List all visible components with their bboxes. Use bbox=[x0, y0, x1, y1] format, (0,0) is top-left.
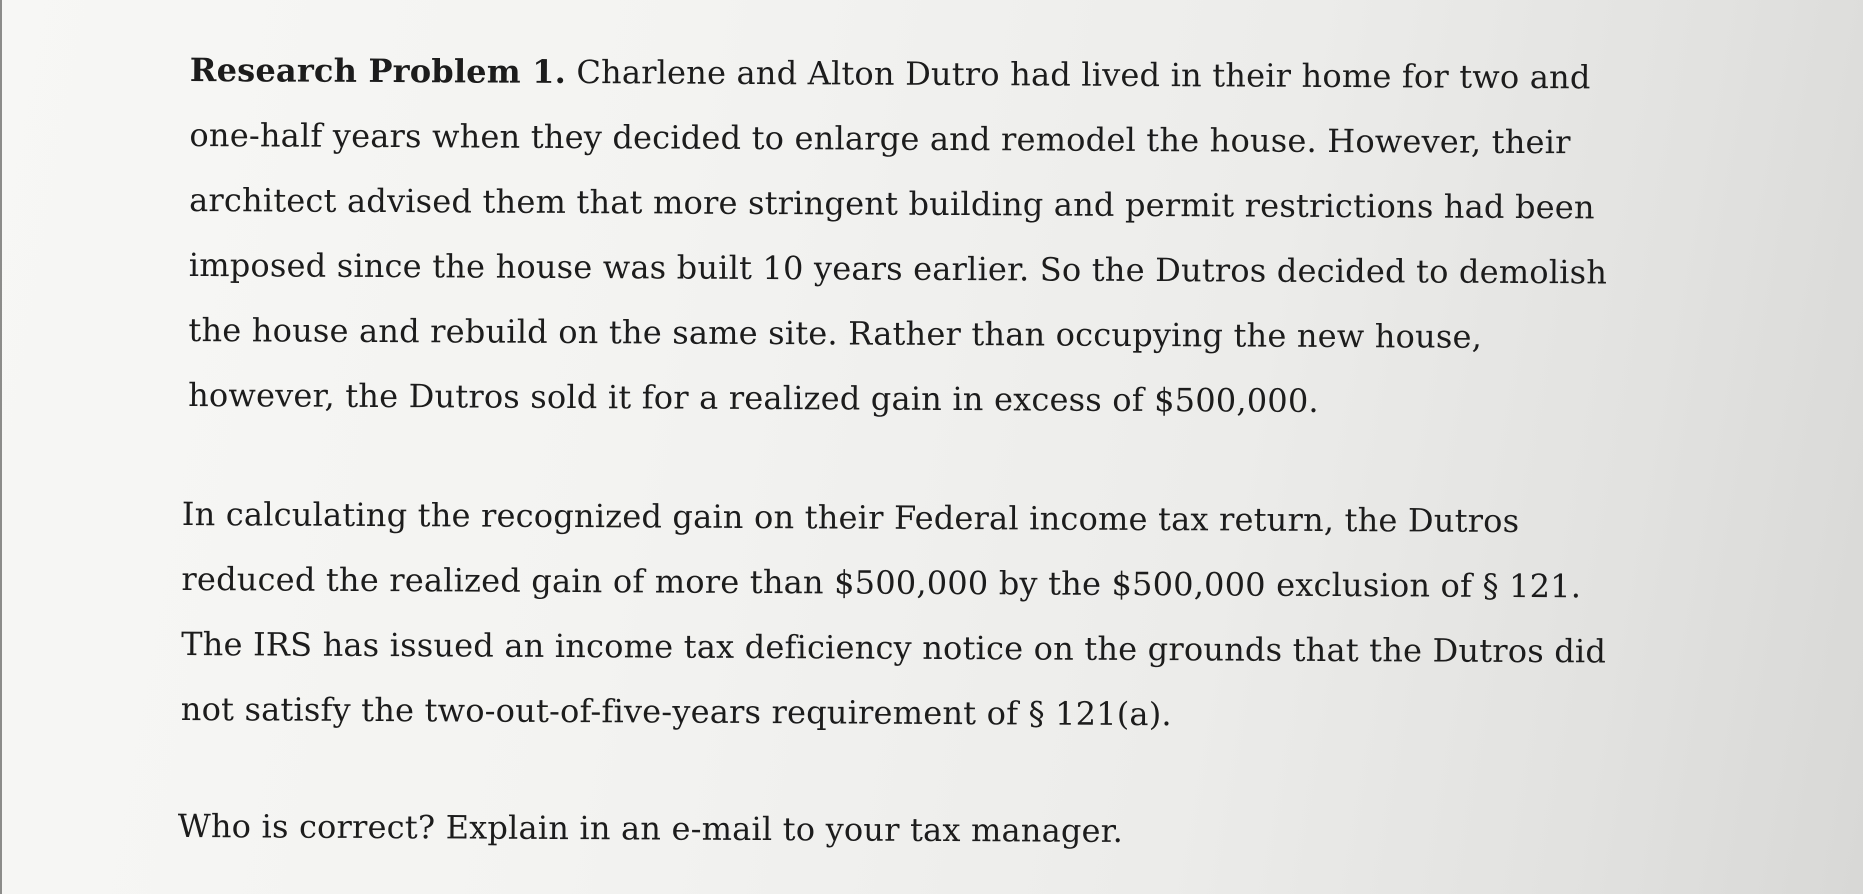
problem-heading: Research Problem 1. bbox=[189, 50, 567, 91]
problem-paragraph bbox=[188, 38, 1640, 436]
problem-intro-text: Charlene and Alton Dutro had lived in their home for two and one-half years when they decided to enlarge and remodel the house. However, their architect advised them that more stringent building and permit restrictions had been imposed since the house was built 10 years earlier. So the Dutros decided to demolish the house and rebuild on the same site. Rather than occupying the new house, however, the Dutros sold it for a realized gain in excess of $500,000. bbox=[188, 52, 1608, 420]
screen-edge bbox=[0, 0, 2, 894]
problem-details-paragraph: In calculating the recognized gain on their Federal income tax return, the Dutros reduced the realized gain of more than $500,000 by the $500,000 exclusion of § 121. The IRS has issued an income tax deficiency notice on the grounds that the Dutros did not satisfy the two-out-of-five-years requirement of § 121(a). bbox=[180, 494, 1607, 734]
problem-question: Who is correct? Explain in an e-mail to your tax manager. bbox=[177, 806, 1124, 850]
document-page bbox=[177, 38, 1640, 859]
